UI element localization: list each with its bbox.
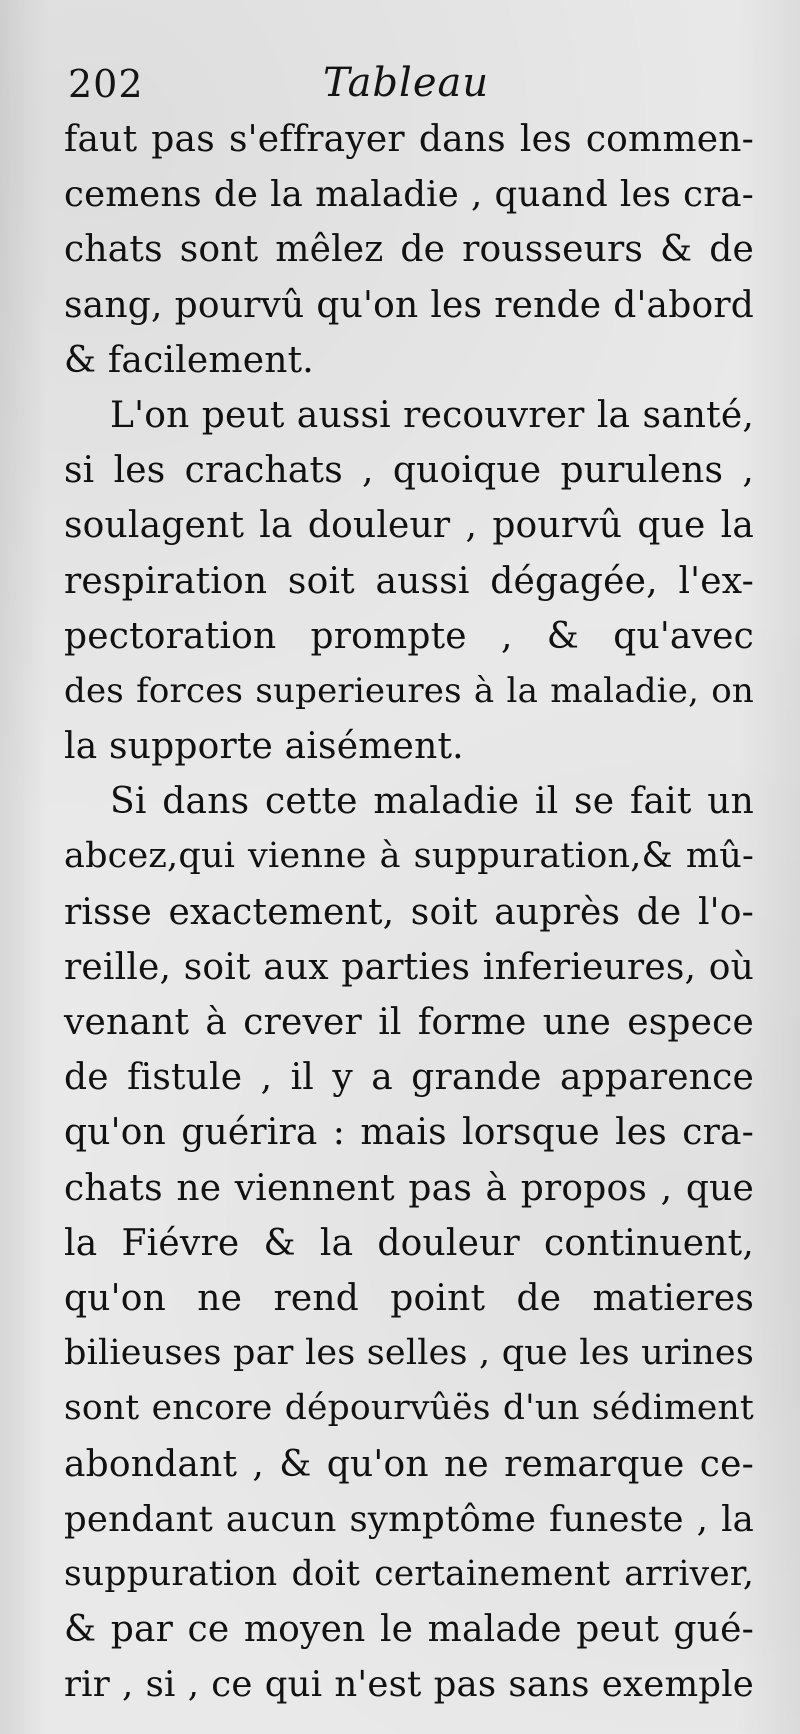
text-line: suppuration doit certainement arriver, (64, 1553, 754, 1594)
text-line: & par ce moyen le malade peut gué- (64, 1609, 754, 1651)
text-line: rir , si , ce qui n'est pas sans exemple (64, 1664, 754, 1706)
text-line: la supporte aisément. (64, 726, 464, 768)
text-line: risse exactement, soit auprès de l'o- (64, 891, 754, 933)
text-line: qu'on guérira : mais lorsque les cra- (64, 1112, 754, 1154)
text-line: de fistule , il y a grande apparence (64, 1057, 754, 1099)
text-line: chats sont mêlez de rousseurs & de (64, 229, 754, 271)
text-line: Si dans cette maladie il se fait un (110, 781, 754, 823)
text-line: qu'on ne rend point de matieres (64, 1277, 754, 1319)
text-line: reille, soit aux parties inferieures, où (64, 946, 754, 988)
text-line: des forces superieures à la maladie, on (64, 670, 754, 711)
text-line: L'on peut aussi recouvrer la santé, (110, 394, 754, 436)
text-line: abondant , & qu'on ne remarque ce- (64, 1443, 754, 1485)
text-line: respiration soit aussi dégagée, l'ex- (64, 560, 754, 602)
text-line: sont encore dépourvûës d'un sédiment (64, 1388, 754, 1429)
text-line: cemens de la maladie , quand les cra- (64, 174, 754, 216)
text-line: chats ne viennent pas à propos , que (64, 1167, 754, 1209)
body-text (64, 112, 754, 1712)
text-line: faut pas s'effrayer dans les commen- (64, 119, 754, 160)
text-line: soulagent la douleur , pourvû que la (64, 505, 754, 547)
page-header (68, 58, 748, 108)
text-line: & facilement. (64, 339, 314, 381)
text-line: pendant aucun symptôme funeste , la (64, 1498, 754, 1540)
text-line: si les crachats , quoique purulens , (64, 450, 754, 492)
text-line: sang, pourvû qu'on les rende d'abord (64, 284, 754, 326)
running-title: Tableau (323, 60, 490, 106)
text-line: pectoration prompte , & qu'avec (64, 615, 754, 657)
text-line: abcez,qui vienne à suppuration,& mû- (64, 836, 754, 877)
text-line: venant à crever il forme une espece (64, 1002, 754, 1043)
page-number: 202 (68, 62, 144, 106)
text-line: la Fiévre & la douleur continuent, (64, 1222, 754, 1264)
text-line: bilieuses par les selles , que les urines (64, 1333, 754, 1374)
